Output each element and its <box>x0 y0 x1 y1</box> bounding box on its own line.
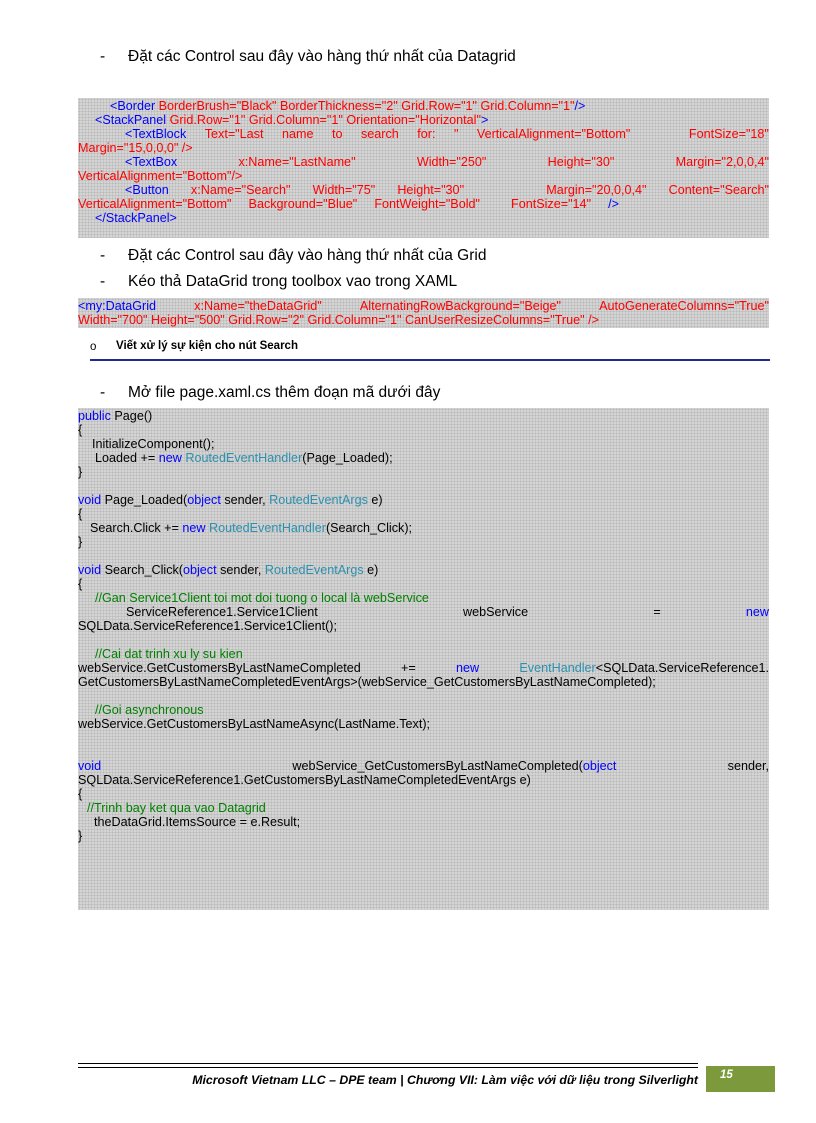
code-comment: //Cai dat trinh xu ly su kien <box>95 647 243 661</box>
code-text: SQLData.ServiceReference1.GetCustomersByLastNameCompletedEventArgs e) <box>78 773 531 787</box>
xaml-attrs: VerticalAlignment="Bottom"/> <box>78 169 243 183</box>
code-line <box>78 801 769 815</box>
code-text: (Page_Loaded); <box>302 451 393 465</box>
keyword: new <box>158 451 182 465</box>
xaml-attr: AutoGenerateColumns="True" <box>599 299 769 313</box>
xaml-attr: Width="75" <box>312 183 376 197</box>
code-line <box>78 313 769 327</box>
code-text: e) <box>367 493 383 507</box>
code-text: InitializeComponent(); <box>92 437 215 451</box>
brace: } <box>78 535 83 549</box>
code-line <box>78 127 769 141</box>
code-line <box>78 619 769 633</box>
code-line <box>78 535 769 549</box>
xaml-attr: FontSize="18" <box>688 127 769 141</box>
code-line <box>78 815 769 829</box>
code-line <box>78 465 769 479</box>
code-line <box>78 787 769 801</box>
page-number: 15 <box>706 1066 775 1092</box>
xaml-attr: VerticalAlignment="Bottom" <box>476 127 631 141</box>
xaml-tag: <TextBlock <box>125 127 187 141</box>
code-line <box>78 563 769 577</box>
code-text: theDataGrid.ItemsSource = e.Result; <box>94 815 301 829</box>
code-line <box>78 409 769 423</box>
xaml-attr: Margin="2,0,0,4" <box>675 155 769 169</box>
bullet-dash: - <box>100 273 106 290</box>
type-name: EventHandler <box>519 661 596 675</box>
type-name: RoutedEventHandler <box>209 521 326 535</box>
footer-rule <box>78 1063 698 1068</box>
xaml-attrs: Width="700" Height="500" Grid.Row="2" Grid.Column="1" CanUserResizeColumns="True" /> <box>78 313 599 327</box>
bullet-text: Kéo thả DataGrid trong toolbox vao trong XAML <box>128 273 458 290</box>
bullet-text: Đặt các Control sau đây vào hàng thứ nhất của Datagrid <box>128 48 516 65</box>
code-line <box>78 299 769 313</box>
code-line <box>78 577 769 591</box>
section-subheading <box>90 339 770 361</box>
type-name: RoutedEventArgs <box>269 493 368 507</box>
code-text: sender, <box>220 493 270 507</box>
xaml-attr: Background="Blue" <box>248 197 358 211</box>
code-line <box>78 759 769 773</box>
keyword: public <box>78 409 111 423</box>
xaml-attrs: Grid.Row="1" Grid.Column="1" Orientation="Horizontal" <box>169 113 481 127</box>
xaml-attr: to <box>331 127 343 141</box>
brace: { <box>78 507 83 521</box>
code-line <box>78 647 769 661</box>
bullet-text: Mở file page.xaml.cs thêm đoạn mã dưới đây <box>128 384 441 401</box>
bullet-dash: - <box>100 384 106 401</box>
xaml-attr: Content="Search" <box>668 183 769 197</box>
xaml-tag: <TextBox <box>125 155 178 169</box>
xaml-attr: x:Name="Search" <box>190 183 291 197</box>
code-line <box>78 521 769 535</box>
code-line <box>78 211 769 225</box>
xaml-tag-end: /> <box>608 197 619 211</box>
xaml-attrs: Margin="15,0,0,0" /> <box>78 141 193 155</box>
keyword: new <box>456 661 480 675</box>
subheading-text: Viết xử lý sự kiện cho nút Search <box>116 340 298 352</box>
code-line <box>78 661 769 675</box>
code-line <box>78 591 769 605</box>
code-line <box>78 605 769 619</box>
xaml-attr: Height="30" <box>397 183 465 197</box>
brace: { <box>78 787 83 801</box>
code-line <box>78 113 769 127</box>
xaml-attr: " <box>453 127 459 141</box>
code-text: Search_Click( <box>101 563 183 577</box>
keyword: new <box>182 521 206 535</box>
code-line <box>78 141 769 155</box>
xaml-attr: Margin="20,0,0,4" <box>546 183 647 197</box>
bullet-dash: - <box>100 247 106 264</box>
xaml-attr: VerticalAlignment="Bottom" <box>78 197 232 211</box>
brace: { <box>78 577 83 591</box>
xaml-attr: Height="30" <box>547 155 615 169</box>
brace: { <box>78 423 83 437</box>
xaml-tag: <StackPanel <box>95 113 170 127</box>
keyword: object <box>582 759 617 773</box>
code-text: Search.Click += <box>90 521 183 535</box>
code-text: sender, <box>727 759 769 773</box>
code-line <box>78 773 769 787</box>
code-line <box>78 675 769 689</box>
code-line <box>78 423 769 437</box>
keyword: void <box>78 759 102 773</box>
xaml-attr: search <box>360 127 399 141</box>
xaml-attr: name <box>281 127 314 141</box>
subheading-marker: o <box>90 341 97 353</box>
code-line <box>78 155 769 169</box>
xaml-tag-end: /> <box>574 99 586 113</box>
xaml-attr: AlternatingRowBackground="Beige" <box>359 299 562 313</box>
keyword: object <box>187 493 221 507</box>
xaml-attr: for: <box>417 127 436 141</box>
code-text: webService.GetCustomersByLastNameAsync(LastName.Text); <box>78 717 431 731</box>
code-text: <SQLData.ServiceReference1. <box>595 661 769 675</box>
code-text: Loaded += <box>95 451 159 465</box>
code-text: (Search_Click); <box>325 521 413 535</box>
bullet-text: Đặt các Control sau đây vào hàng thứ nhất của Grid <box>128 247 487 264</box>
xaml-attr: FontWeight="Bold" <box>374 197 480 211</box>
code-text: Page() <box>110 409 153 423</box>
code-line <box>78 703 769 717</box>
keyword: object <box>183 563 217 577</box>
xaml-tag: <my:DataGrid <box>78 299 157 313</box>
code-text: webService <box>463 605 529 619</box>
xaml-code-block-1 <box>78 98 769 238</box>
code-text: GetCustomersByLastNameCompletedEventArgs>(webService_GetCustomersByLastNameCompleted); <box>78 675 656 689</box>
code-line <box>78 493 769 507</box>
code-line <box>78 169 769 183</box>
code-text: += <box>401 661 416 675</box>
code-line <box>78 451 769 465</box>
xaml-attr: x:Name="LastName" <box>238 155 356 169</box>
code-text: webService.GetCustomersByLastNameCompleted <box>78 661 361 675</box>
xaml-tag: <Border <box>110 99 159 113</box>
keyword: void <box>78 563 102 577</box>
code-text: e) <box>363 563 379 577</box>
brace: } <box>78 829 83 843</box>
code-line <box>78 717 769 731</box>
code-line <box>78 507 769 521</box>
code-comment: //Goi asynchronous <box>95 703 204 717</box>
keyword: new <box>745 605 769 619</box>
xaml-attr: x:Name="theDataGrid" <box>194 299 322 313</box>
xaml-attr: Width="250" <box>416 155 487 169</box>
code-text: webService_GetCustomersByLastNameCompleted( <box>292 759 583 773</box>
xaml-attr: Text="Last <box>204 127 264 141</box>
keyword: void <box>78 493 102 507</box>
xaml-code-block-2 <box>78 298 769 328</box>
code-line <box>78 99 769 113</box>
type-name: RoutedEventArgs <box>264 563 364 577</box>
code-text: sender, <box>216 563 265 577</box>
code-text: SQLData.ServiceReference1.Service1Client(); <box>78 619 337 633</box>
xaml-tag: </StackPanel> <box>95 211 177 225</box>
bullet-dash: - <box>100 48 106 65</box>
brace: } <box>78 465 83 479</box>
type-name: RoutedEventHandler <box>185 451 303 465</box>
xaml-tag-end: > <box>480 113 489 127</box>
code-line <box>78 437 769 451</box>
csharp-code-block <box>78 408 769 910</box>
code-comment: //Trinh bay ket qua vao Datagrid <box>87 801 266 815</box>
code-text: Page_Loaded( <box>101 493 188 507</box>
xaml-tag: <Button <box>125 183 169 197</box>
xaml-attrs: BorderBrush="Black" BorderThickness="2" Grid.Row="1" Grid.Column="1" <box>158 99 575 113</box>
footer-text: Microsoft Vietnam LLC – DPE team | Chương VII: Làm việc với dữ liệu trong Silverlight <box>192 1073 698 1087</box>
code-line <box>78 829 769 843</box>
code-text: = <box>653 605 661 619</box>
code-line <box>78 197 769 211</box>
code-line <box>78 183 769 197</box>
code-text: ServiceReference1.Service1Client <box>126 605 318 619</box>
code-comment: //Gan Service1Client toi mot doi tuong o local là webService <box>95 591 429 605</box>
xaml-attr: FontSize="14" <box>511 197 592 211</box>
